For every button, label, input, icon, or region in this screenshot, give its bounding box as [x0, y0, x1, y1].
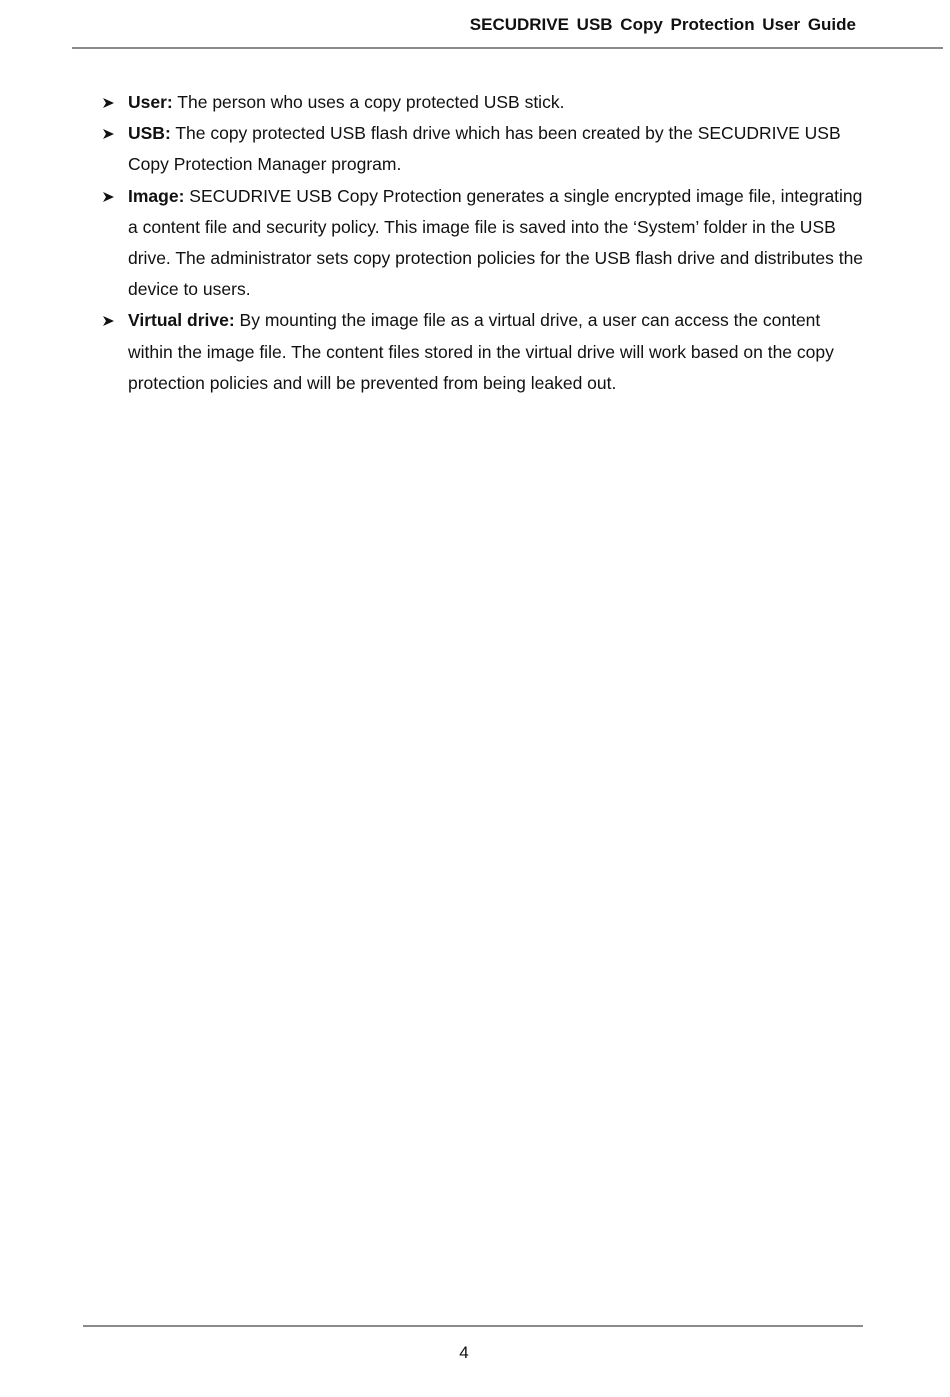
term-name: Virtual drive: — [128, 310, 235, 331]
term-definition: By mounting the image file as a virtual drive, a user can access the content within the image file. The content files stored in the virtual drive will work based on the copy protection policies and will be prevented from being leaked out. — [128, 310, 834, 393]
definition-item-user — [100, 87, 865, 118]
term-name: User: — [128, 92, 173, 112]
arrow-bullet-icon — [102, 97, 115, 109]
definition-list — [100, 87, 865, 399]
header-divider — [72, 47, 943, 49]
definition-item-virtual-drive — [100, 305, 865, 399]
document-header-title: SECUDRIVE USB Copy Protection User Guide — [469, 15, 856, 34]
arrow-bullet-icon — [102, 315, 115, 327]
page-number: 4 — [459, 1343, 469, 1362]
arrow-bullet-icon — [102, 191, 115, 203]
arrow-bullet-icon — [102, 128, 115, 140]
term-name: Image: — [128, 185, 185, 206]
definition-item-image — [100, 181, 865, 306]
footer-divider — [83, 1325, 863, 1327]
definition-item-usb — [100, 118, 865, 180]
term-definition: The copy protected USB flash drive which has been created by the SECUDRIVE USB Copy Protection Manager program. — [128, 123, 841, 175]
term-definition: The person who uses a copy protected USB stick. — [177, 92, 565, 112]
term-name: USB: — [128, 123, 171, 144]
term-definition: SECUDRIVE USB Copy Protection generates a single encrypted image file, integrating a content file and security policy. This image file is saved into the ‘System’ folder in the USB drive. The administrator sets copy protection policies for the USB flash drive and distributes the device to users. — [128, 185, 864, 300]
